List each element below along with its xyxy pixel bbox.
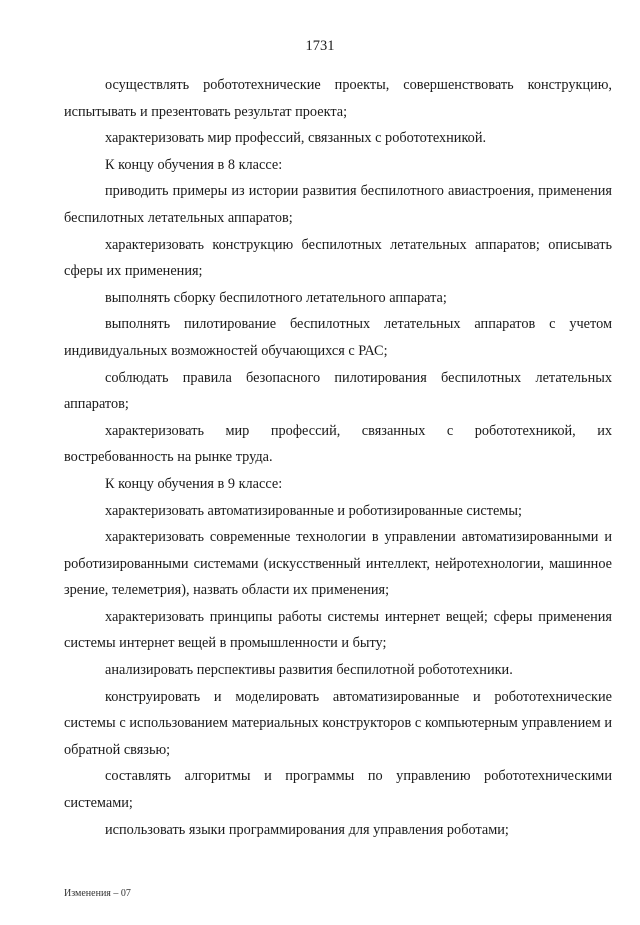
paragraph: К концу обучения в 8 классе: (105, 156, 283, 173)
paragraph: характеризовать автоматизированные и роботизированные системы; (105, 502, 522, 519)
paragraph: выполнять сборку беспилотного летательного аппарата; (105, 289, 447, 306)
paragraph: выполнять пилотирование беспилотных летательных аппаратов с учетом индивидуальных возможностей обучающихся с РАС; (64, 316, 612, 359)
paragraph: характеризовать принципы работы системы интернет вещей; сферы применения системы интернет вещей в промышленности и быту; (64, 608, 612, 652)
paragraph: использовать языки программирования для управления роботами; (105, 821, 509, 838)
paragraph: характеризовать конструкцию беспилотных летательных аппаратов; описывать сферы их применения; (64, 236, 612, 280)
paragraph: характеризовать современные технологии в управлении автоматизированными и роботизированными системами (искусственный интеллект, нейротехнологии, машинное зрение, телеметрия), назвать области их применения; (64, 529, 612, 599)
paragraph: характеризовать мир профессий, связанных с робототехникой, их востребованность на рынке труда. (64, 422, 612, 466)
paragraph: К концу обучения в 9 классе: (105, 475, 283, 492)
footer-note: Изменения – 07 (64, 888, 131, 899)
paragraph: соблюдать правила безопасного пилотирования беспилотных летательных аппаратов; (64, 369, 612, 413)
paragraph: осуществлять робототехнические проекты, совершенствовать конструкцию, испытывать и презентовать результат проекта; (64, 77, 612, 120)
paragraph: характеризовать мир профессий, связанных с робототехникой. (105, 130, 487, 147)
paragraph: конструировать и моделировать автоматизированные и робототехнические системы с использованием материальных конструкторов с компьютерным управлением и обратной связью; (64, 688, 612, 758)
paragraph: анализировать перспективы развития беспилотной робототехники. (105, 662, 513, 679)
document-body (64, 72, 612, 843)
page-number: 1731 (305, 38, 335, 54)
paragraph: составлять алгоритмы и программы по управлению робототехническими системами; (64, 768, 612, 812)
paragraph: приводить примеры из истории развития беспилотного авиастроения, применения беспилотных летательных аппаратов; (64, 183, 612, 226)
